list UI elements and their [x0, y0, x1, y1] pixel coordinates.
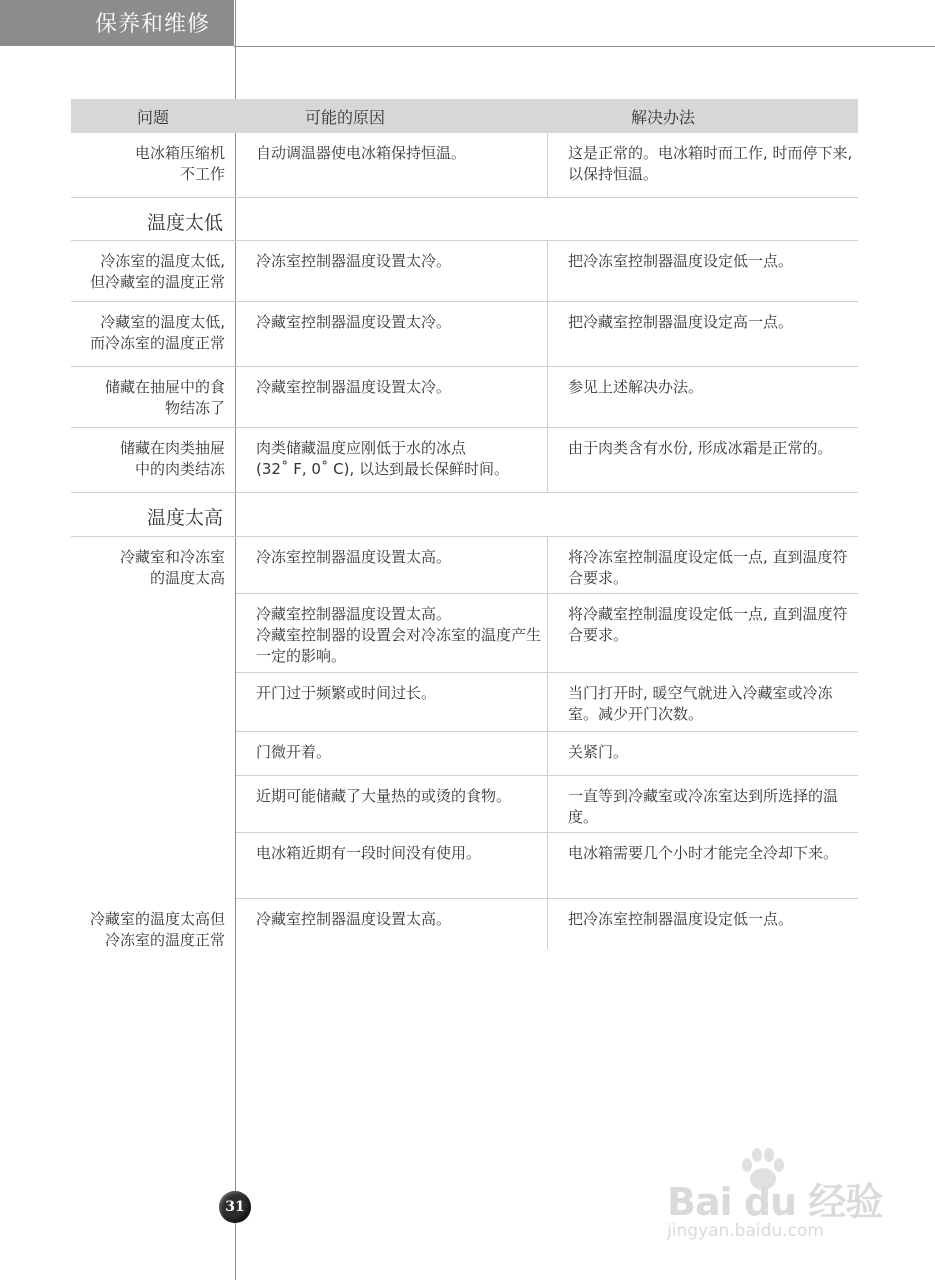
table-row: [71, 367, 858, 428]
cause-cell: 肉类储藏温度应刚低于水的冰点 (32˚ F, 0˚ C), 以达到最长保鲜时间。: [256, 439, 510, 478]
problem-cell: 冷藏室和冷冻室 的温度太高: [119, 548, 225, 587]
solution-cell: 将冷藏室控制温度设定低一点, 直到温度符合要求。: [568, 605, 848, 644]
table-row: [71, 302, 858, 367]
cause-cell: 自动调温器使电冰箱保持恒温。: [256, 144, 467, 162]
high-temp-group: [71, 537, 858, 899]
problem-cell: 冷冻室的温度太低, 但冷藏室的温度正常: [89, 252, 225, 291]
page-number-badge: 31: [219, 1191, 251, 1223]
header-tab: [0, 0, 234, 46]
page-section-title: 保养和维修: [95, 12, 211, 37]
section-label-high: 温度太高: [147, 507, 224, 529]
cause-cell: 门微开着。: [256, 743, 332, 761]
table-row: [236, 776, 858, 833]
solution-cell: 由于肉类含有水份, 形成冰霜是正常的。: [568, 439, 833, 457]
cause-cell: 冷冻室控制器温度设置太冷。: [256, 252, 452, 270]
solution-cell: 这是正常的。电冰箱时而工作, 时而停下来, 以保持恒温。: [568, 144, 853, 183]
watermark-url: jingyan.baidu.com: [667, 1221, 824, 1241]
section-label-low: 温度太低: [147, 212, 224, 234]
table-row: [71, 899, 858, 949]
solution-cell: 把冷冻室控制器温度设定低一点。: [568, 252, 794, 270]
table-header: [71, 99, 858, 133]
cause-cell: 冷藏室控制器温度设置太高。 冷藏室控制器的设置会对冷冻室的温度产生一定的影响。: [256, 605, 542, 665]
solution-cell: 把冷藏室控制器温度设定高一点。: [568, 313, 794, 331]
solution-cell: 将冷冻室控制温度设定低一点, 直到温度符合要求。: [568, 548, 848, 587]
table-row: [236, 732, 858, 776]
header-solution: 解决办法: [631, 108, 696, 127]
table-row: [236, 594, 858, 673]
solution-cell: 电冰箱需要几个小时才能完全冷却下来。: [568, 844, 839, 862]
problem-cell: 冷藏室的温度太低, 而冷冻室的温度正常: [89, 313, 225, 352]
table-row: [71, 133, 858, 198]
solution-cell: 参见上述解决办法。: [568, 378, 704, 396]
cause-cell: 冷藏室控制器温度设置太冷。: [256, 378, 452, 396]
table-row: [236, 537, 858, 594]
table-row: [236, 673, 858, 732]
solution-cell: 把冷冻室控制器温度设定低一点。: [568, 910, 794, 928]
problem-cell: 冷藏室的温度太高但 冷冻室的温度正常: [89, 910, 225, 949]
solution-cell: 关紧门。: [568, 743, 629, 761]
watermark-brand: Bai du 经验: [667, 1180, 883, 1224]
section-row-low: [71, 198, 858, 241]
header-problem: 问题: [137, 108, 170, 127]
solution-cell: 当门打开时, 暖空气就进入冷藏室或冷冻室。减少开门次数。: [568, 684, 833, 723]
solution-cell: 一直等到冷藏室或冷冻室达到所选择的温度。: [568, 787, 839, 826]
header-divider: [234, 46, 935, 47]
cause-cell: 冷藏室控制器温度设置太高。: [256, 910, 452, 928]
cause-cell: 冷冻室控制器温度设置太高。: [256, 548, 452, 566]
cause-cell: 开门过于频繁或时间过长。: [256, 684, 437, 702]
header-cause: 可能的原因: [305, 108, 386, 127]
cause-cell: 冷藏室控制器温度设置太冷。: [256, 313, 452, 331]
table-row: [236, 833, 858, 899]
problem-cell: 储藏在抽屉中的食 物结冻了: [104, 378, 225, 417]
problem-cell: 电冰箱压缩机 不工作: [134, 144, 225, 183]
table-row: [71, 428, 858, 493]
baidu-jingyan-watermark: [667, 1143, 887, 1251]
cause-cell: 电冰箱近期有一段时间没有使用。: [256, 844, 482, 862]
cause-cell: 近期可能储藏了大量热的或烫的食物。: [256, 787, 512, 805]
problem-cell: 储藏在肉类抽屉 中的肉类结冻: [119, 439, 225, 478]
table-row: [71, 241, 858, 302]
section-row-high: [71, 493, 858, 537]
troubleshooting-table: [71, 99, 858, 949]
